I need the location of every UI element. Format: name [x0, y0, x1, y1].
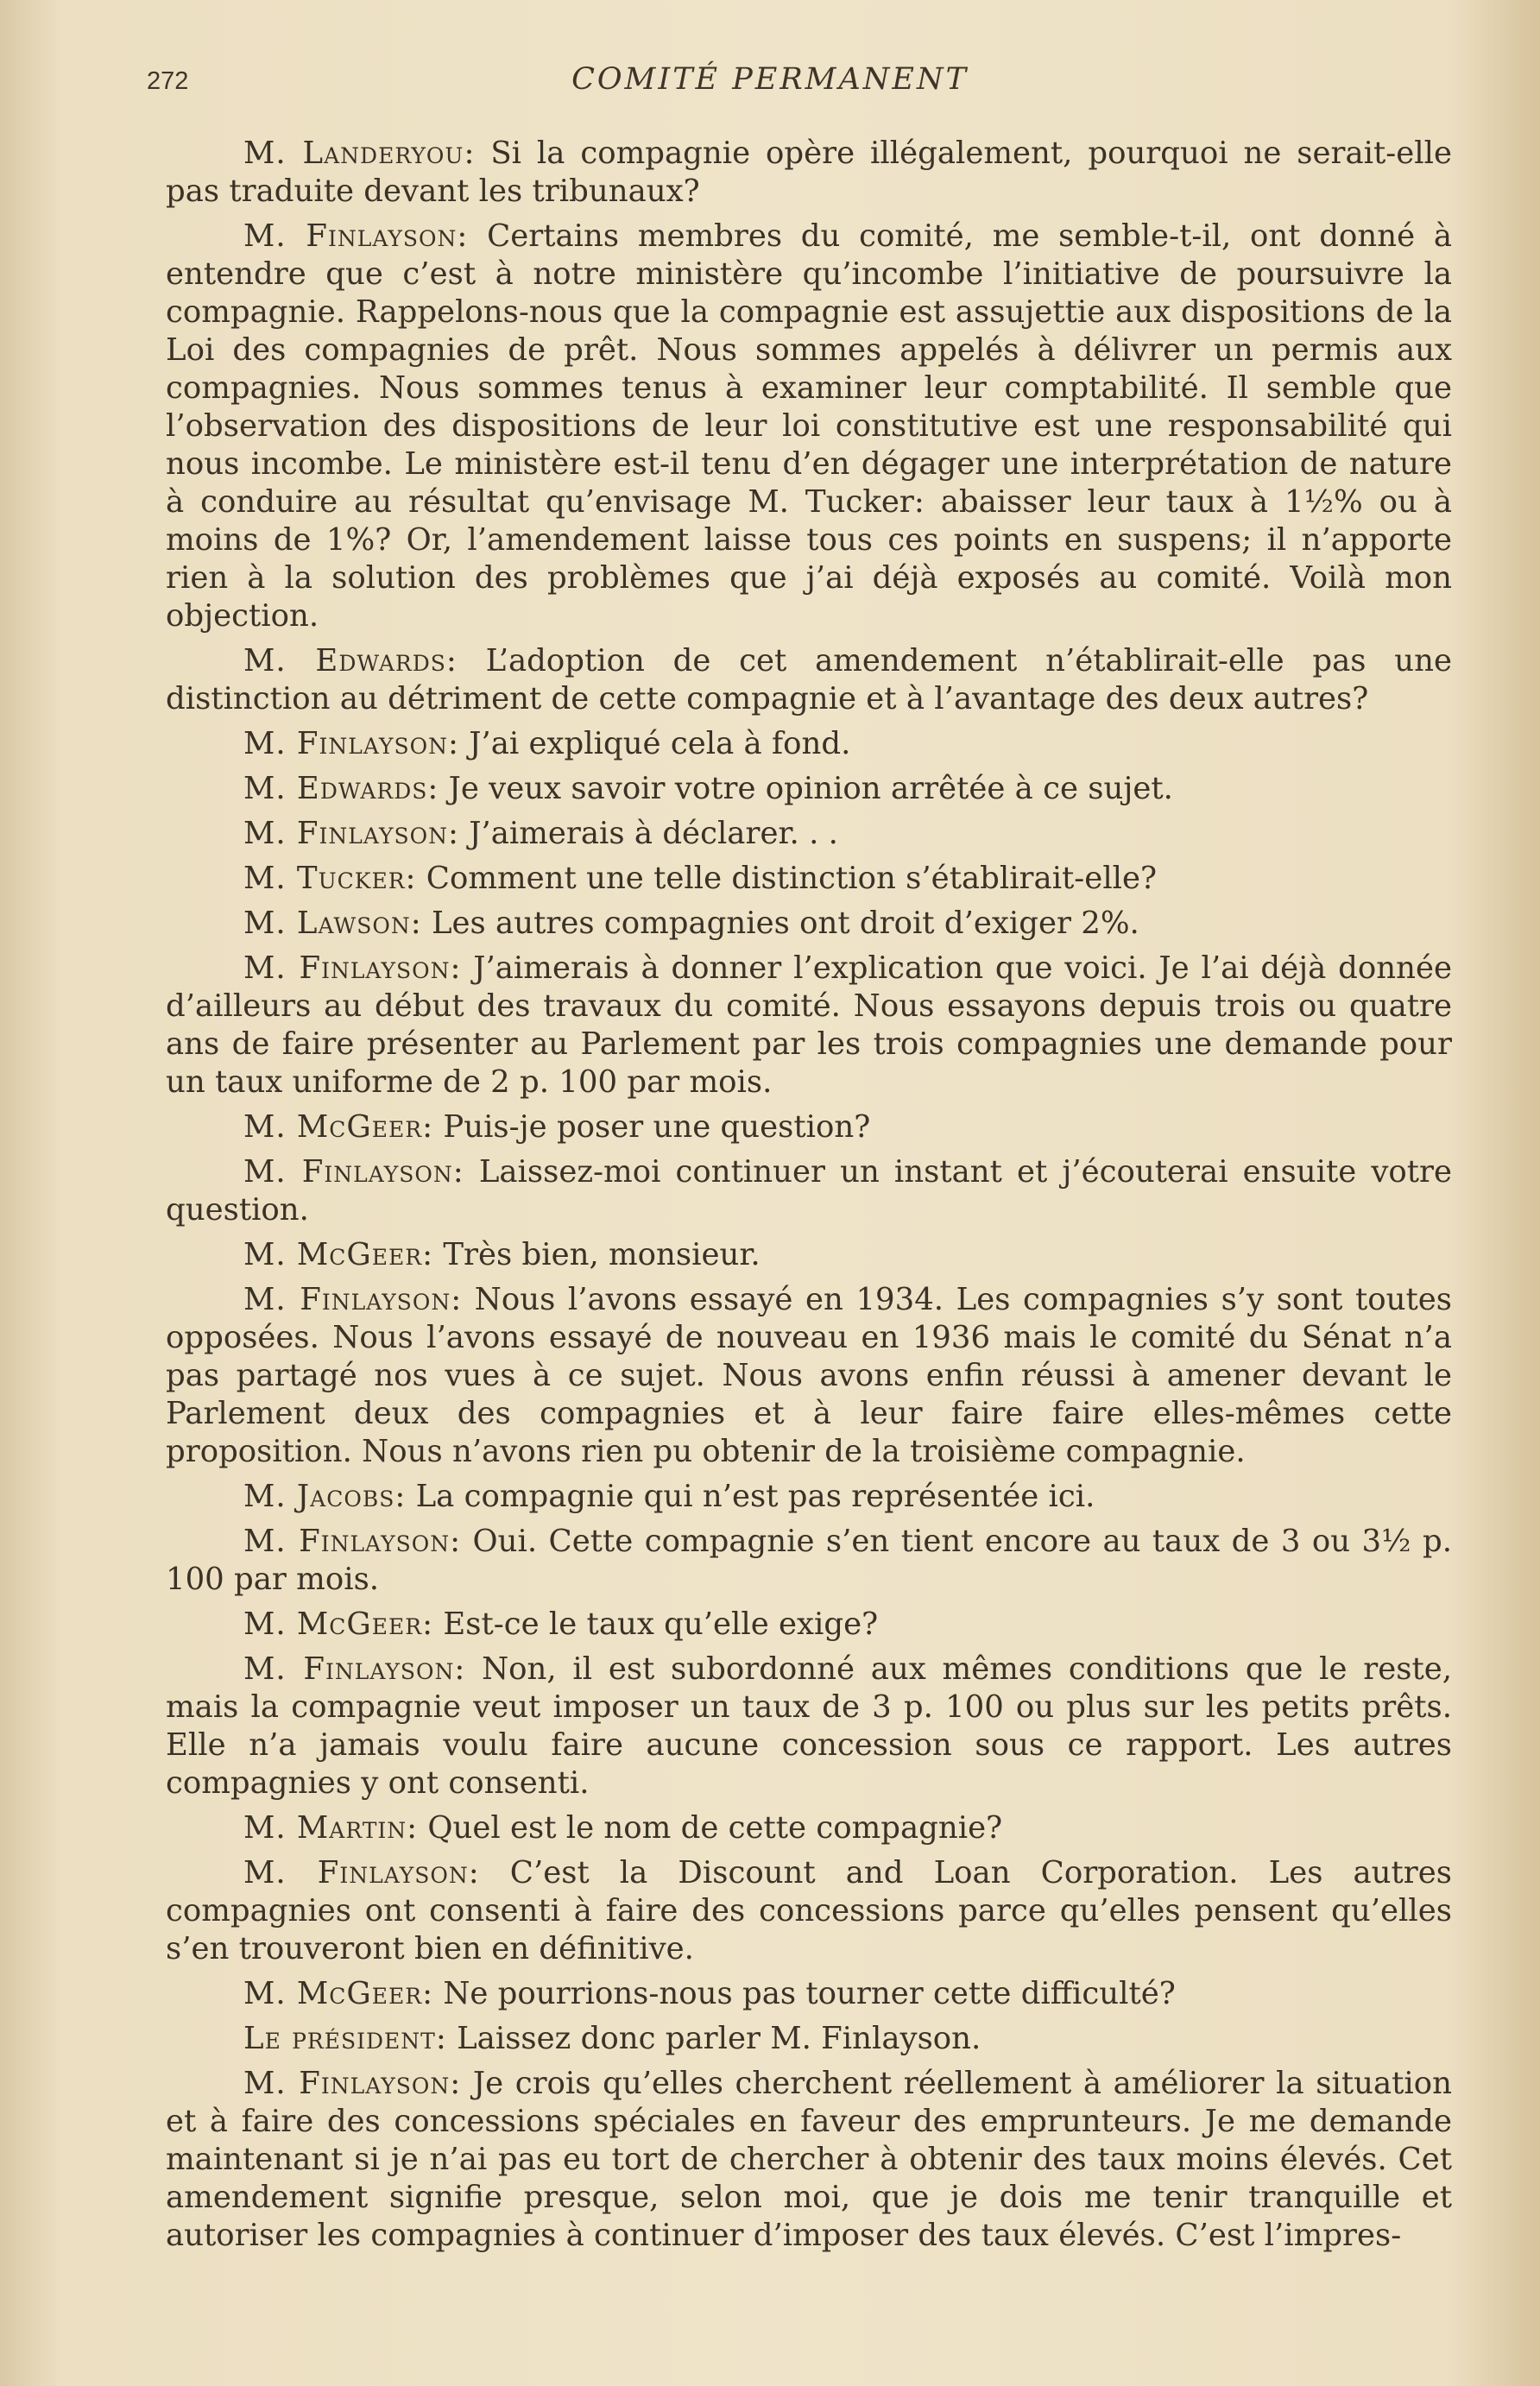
speech-text: Nous l’avons essayé en 1934. Les compagnies s’y sont toutes opposées. Nous l’avons essayé de nouveau en 1936 mais le comité du Sénat n’a pas partagé nos vues à ce sujet. Nous avons enfin réussi à amener devant le Parlement deux des compagnies et à leur faire faire elles-mêmes cette proposition. Nous n’avons rien pu obtenir de la troisième compagnie. [166, 1282, 1452, 1469]
paragraph [166, 1854, 1452, 1968]
speech-text: Oui. Cette compagnie s’en tient encore au taux de 3 ou 3½ p. 100 par mois. [166, 1524, 1452, 1597]
paragraph [166, 1153, 1452, 1229]
speaker-name: M. Finlayson: [243, 950, 462, 986]
paragraph [166, 905, 1452, 943]
speaker-name: M. Lawson: [243, 906, 422, 941]
paragraph [166, 1809, 1452, 1847]
speech-text: C’est la Discount and Loan Corporation. Les autres compagnies ont consenti à faire des concessions parce qu’elles pensent qu’elles s’en trouveront bien en définitive. [166, 1855, 1452, 1966]
speech-text: L’adoption de cet amendement n’établirait-elle pas une distinction au détriment de cette compagnie et à l’avantage des deux autres? [166, 643, 1452, 716]
speech-text: Je veux savoir votre opinion arrêtée à ce sujet. [439, 771, 1173, 806]
paragraph [166, 1606, 1452, 1644]
speech-text: Les autres compagnies ont droit d’exiger 2%. [421, 906, 1139, 941]
speech-text: Je crois qu’elles cherchent réellement à améliorer la situation et à faire des concessions spéciales en faveur des emprunteurs. Je me demande maintenant si je n’ai pas eu tort de chercher à obtenir des taux moins élevés. Cet amendement signifie presque, selon moi, que je dois me tenir tranquille et autoriser les compagnies à continuer d’imposer des taux élevés. C’est l’impres- [166, 2066, 1452, 2253]
speaker-name: M. Finlayson: [243, 1855, 480, 1890]
speaker-name: M. Edwards: [243, 643, 458, 679]
paragraph [166, 2065, 1452, 2255]
speech-text: Puis-je poser une question? [433, 1109, 871, 1145]
speaker-name: M. Martin: [243, 1810, 419, 1846]
speech-text: Non, il est subordonné aux mêmes conditions que le reste, mais la compagnie veut imposer un taux de 3 p. 100 ou plus sur les petits prêts. Elle n’a jamais voulu faire aucune concession sous ce rapport. Les autres compagnies y ont consenti. [166, 1651, 1452, 1801]
page-number: 272 [147, 67, 189, 95]
speech-text: Quel est le nom de cette compagnie? [418, 1810, 1003, 1846]
speaker-name: M. Finlayson: [243, 726, 459, 761]
paragraph [166, 1236, 1452, 1274]
speaker-name: M. Finlayson: [243, 1651, 466, 1687]
speaker-name: M. Finlayson: [243, 218, 469, 254]
paragraph [166, 642, 1452, 718]
page-header [0, 62, 1540, 114]
speaker-name: M. Finlayson: [243, 2066, 462, 2101]
speaker-name: M. McGeer: [243, 1976, 434, 2011]
paragraph [166, 860, 1452, 898]
speaker-name: M. Edwards: [243, 771, 439, 806]
speech-text: Si la compagnie opère illégalement, pourquoi ne serait-elle pas traduite devant les tribunaux? [166, 136, 1452, 209]
paragraph [166, 135, 1452, 211]
speaker-name: M. McGeer: [243, 1109, 434, 1145]
transcript-body [166, 135, 1452, 2262]
speaker-name: M. McGeer: [243, 1606, 434, 1642]
running-title: COMITÉ PERMANENT [571, 62, 969, 97]
paragraph [166, 1975, 1452, 2013]
paragraph [166, 218, 1452, 635]
speaker-name: M. Finlayson: [243, 816, 459, 851]
speech-text: Certains membres du comité, me semble-t-il, ont donné à entendre que c’est à notre ministère qu’incombe l’initiative de poursuivre la compagnie. Rappelons-nous que la compagnie est assujettie aux dispositions de la Loi des compagnies de prêt. Nous sommes appelés à délivrer un permis aux compagnies. Nous sommes tenus à examiner leur comptabilité. Il semble que l’observation des dispositions de leur loi constitutive est une responsabilité qui nous incombe. Le ministère est-il tenu d’en dégager une interprétation de nature à conduire au résultat qu’envisage M. Tucker: abaisser leur taux à 1½% ou à moins de 1%? Or, l’amendement laisse tous ces points en suspens; il n’apporte rien à la solution des problèmes que j’ai déjà exposés au comité. Voilà mon objection. [166, 218, 1453, 634]
speech-text: Est-ce le taux qu’elle exige? [433, 1606, 879, 1642]
speech-text: J’ai expliqué cela à fond. [458, 726, 851, 761]
paragraph [166, 1478, 1452, 1516]
speaker-name: M. Finlayson: [243, 1524, 462, 1559]
speaker-name: M. Finlayson: [243, 1154, 464, 1190]
speaker-name: M. Tucker: [243, 861, 417, 896]
paragraph [166, 725, 1452, 763]
paragraph [166, 1523, 1452, 1599]
speech-text: La compagnie qui n’est pas représentée ici. [406, 1479, 1095, 1514]
speaker-name: M. Landeryou: [243, 136, 476, 171]
paragraph [166, 815, 1452, 853]
speaker-name: Le président: [243, 2021, 447, 2056]
speech-text: Ne pourrions-nous pas tourner cette difficulté? [433, 1976, 1176, 2011]
paragraph [166, 1281, 1452, 1471]
paragraph [166, 1651, 1452, 1802]
speaker-name: M. Finlayson: [243, 1282, 463, 1317]
paragraph [166, 950, 1452, 1101]
speaker-name: M. Jacobs: [243, 1479, 407, 1514]
speech-text: Laissez-moi continuer un instant et j’écouterai ensuite votre question. [166, 1154, 1452, 1228]
paragraph [166, 1108, 1452, 1146]
speech-text: Comment une telle distinction s’établirait-elle? [416, 861, 1158, 896]
paragraph [166, 2020, 1452, 2058]
speech-text: Laissez donc parler M. Finlayson. [446, 2021, 981, 2056]
speech-text: J’aimerais à donner l’explication que voici. Je l’ai déjà donnée d’ailleurs au début des travaux du comité. Nous essayons depuis trois ou quatre ans de faire présenter au Parlement par les trois compagnies une demande pour un taux uniforme de 2 p. 100 par mois. [166, 950, 1452, 1100]
speaker-name: M. McGeer: [243, 1237, 434, 1272]
paragraph [166, 770, 1452, 808]
speech-text: J’aimerais à déclarer. . . [458, 816, 838, 851]
speech-text: Très bien, monsieur. [433, 1237, 761, 1272]
